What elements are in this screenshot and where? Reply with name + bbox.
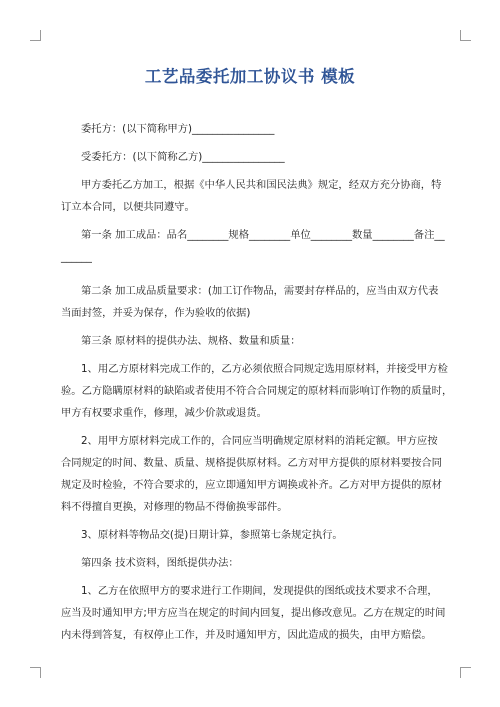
client-party-line: 委托方：(以下简称甲方)________________ <box>81 123 275 135</box>
article-4-heading: 第四条 技术资料，图纸提供办法： <box>81 557 239 569</box>
document-body <box>61 118 453 646</box>
article-4-item-1-line-1: 1、乙方在依照甲方的要求进行工作期间，发现提供的图纸或技术要求不合理， <box>81 585 438 597</box>
article-3-item-2-line-3: 规定及时检验，不符合要求的，应立即通知甲方调换或补齐。乙方对甲方提供的原材 <box>61 479 442 491</box>
article-2-line-1: 第二条 加工成品质量要求：(加工订作物品，需要封存样品的，应当由双方代表 <box>81 285 439 297</box>
article-4-item-1-line-3: 内未得到答复，有权停止工作，并及时通知甲方，因此造成的损失，由甲方赔偿。 <box>61 629 432 641</box>
article-3-item-2-line-4: 料不得擅自更换，对修理的物品不得偷换零部件。 <box>61 501 288 513</box>
article-3-item-1-line-1: 1、用乙方原材料完成工作的，乙方必须依照合同规定选用原材料，并接受甲方检 <box>81 363 448 375</box>
article-3-item-3: 3、原材料等物品交(提)日期计算，参照第七条规定执行。 <box>81 529 343 541</box>
document-title: 工艺品委托加工协议书 模板 <box>144 67 356 86</box>
article-1-line-1: 第一条 加工成品：品名________规格________单位________数量________备注__ <box>81 229 445 241</box>
crop-mark-top-left <box>30 30 41 41</box>
article-3-heading: 第三条 原材料的提供办法、规格、数量和质量： <box>81 335 301 347</box>
crop-mark-top-right <box>460 30 471 41</box>
article-4-item-1-line-2: 应当及时通知甲方;甲方应当在规定的时间内回复，提出修改意见。乙方在规定的时间 <box>61 607 446 619</box>
article-3-item-1-line-2: 验。乙方隐瞒原材料的缺陷或者使用不符合合同规定的原材料而影响订作物的质量时， <box>61 385 453 397</box>
crop-mark-bottom-left <box>30 667 41 678</box>
article-3-item-1-line-3: 甲方有权要求重作，修理，减少价款或退货。 <box>61 407 267 419</box>
article-1-line-2: ______ <box>61 251 92 263</box>
crop-mark-bottom-right <box>460 667 471 678</box>
preamble-line-1: 甲方委托乙方加工，根据《中华人民共和国民法典》规定，经双方充分协商，特 <box>81 179 442 191</box>
article-2-line-2: 当面封签，并妥为保存，作为验收的依据) <box>61 307 251 319</box>
article-3-item-2-line-1: 2、用甲方原材料完成工作的，合同应当明确规定原材料的消耗定额。甲方应按 <box>81 435 438 447</box>
contractor-party-line: 受委托方：(以下简称乙方)________________ <box>81 151 285 163</box>
preamble-line-2: 订立本合同，以便共同遵守。 <box>61 201 195 213</box>
article-3-item-2-line-2: 合同规定的时间、数量、质量、规格提供原材料。乙方对甲方提供的原材料要按合同 <box>61 457 442 469</box>
